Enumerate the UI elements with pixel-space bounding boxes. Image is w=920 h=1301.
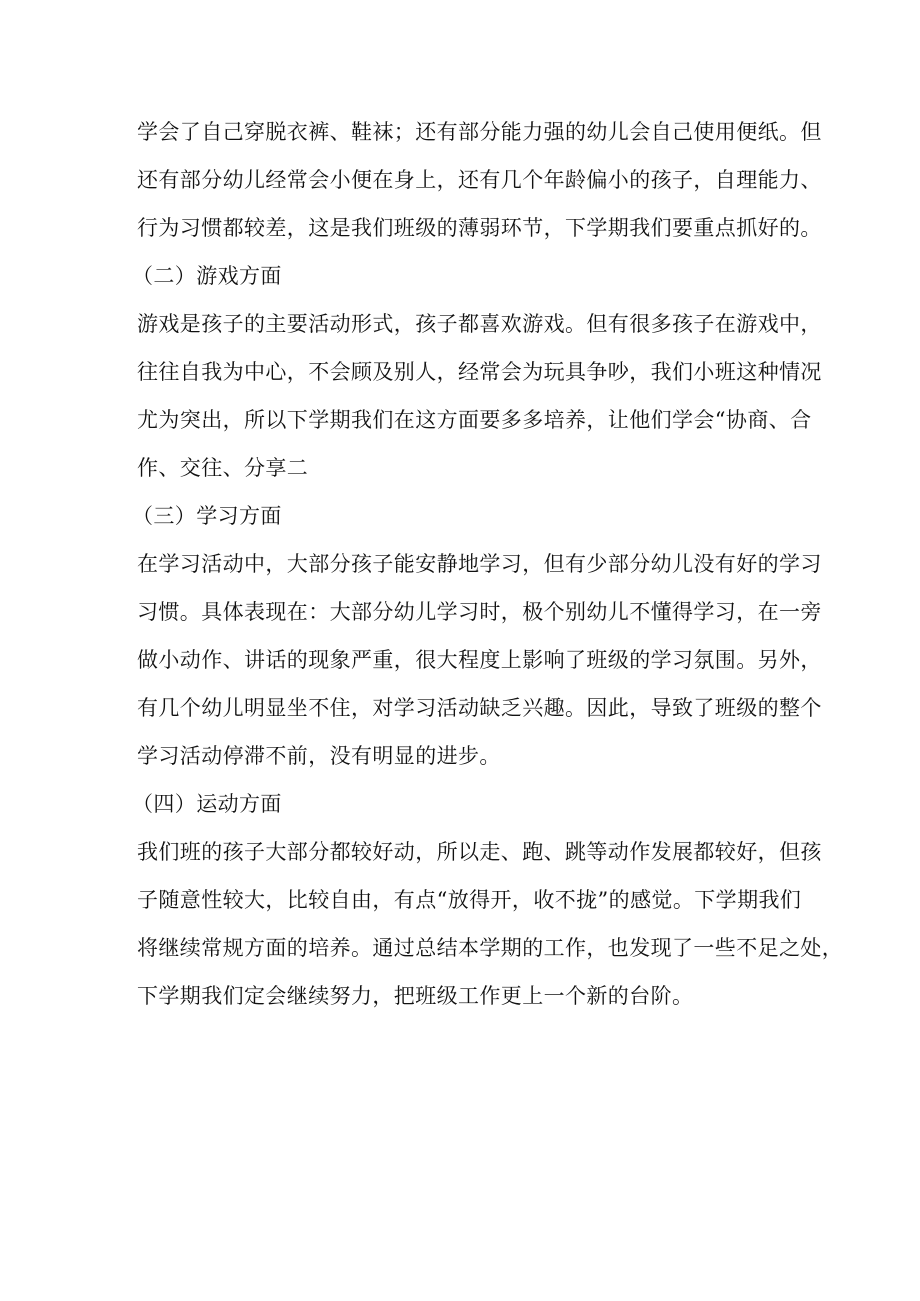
paragraph-line: 我们班的孩子大部分都较好动，所以走、跑、跳等动作发展都较好，但孩 bbox=[137, 840, 822, 864]
paragraph-line: 行为习惯都较差，这是我们班级的薄弱环节，下学期我们要重点抓好的。 bbox=[137, 216, 822, 240]
paragraph-line: 还有部分幼儿经常会小便在身上，还有几个年龄偏小的孩子，自理能力、 bbox=[137, 168, 822, 192]
section-heading-games: （二）游戏方面 bbox=[132, 264, 282, 288]
paragraph-line: 尤为突出，所以下学期我们在这方面要多多培养，让他们学会“协商、合 bbox=[137, 408, 812, 432]
paragraph-line: 做小动作、讲话的现象严重，很大程度上影响了班级的学习氛围。另外， bbox=[137, 648, 822, 672]
paragraph-line: 学习活动停滞不前，没有明显的进步。 bbox=[137, 744, 501, 768]
section-heading-learning: （三）学习方面 bbox=[132, 504, 282, 528]
paragraph-line: 作、交往、分享二 bbox=[137, 456, 309, 480]
section-heading-sports: （四）运动方面 bbox=[132, 792, 282, 816]
paragraph-line: 子随意性较大，比较自由，有点“放得开，收不拢”的感觉。下学期我们 bbox=[137, 888, 802, 912]
paragraph-line: 有几个幼儿明显坐不住，对学习活动缺乏兴趣。因此，导致了班级的整个 bbox=[137, 696, 822, 720]
paragraph-line: 往往自我为中心，不会顾及别人，经常会为玩具争吵，我们小班这种情况 bbox=[137, 360, 822, 384]
paragraph-line: 游戏是孩子的主要活动形式，孩子都喜欢游戏。但有很多孩子在游戏中， bbox=[137, 312, 822, 336]
document-body bbox=[132, 108, 844, 1020]
paragraph-line: 学会了自己穿脱衣裤、鞋袜；还有部分能力强的幼儿会自己使用便纸。但 bbox=[137, 120, 822, 144]
paragraph-line: 习惯。具体表现在：大部分幼儿学习时，极个别幼儿不懂得学习，在一旁 bbox=[137, 600, 822, 624]
paragraph-line: 下学期我们定会继续努力，把班级工作更上一个新的台阶。 bbox=[137, 984, 694, 1008]
paragraph-line: 将继续常规方面的培养。通过总结本学期的工作，也发现了一些不足之处， bbox=[137, 936, 844, 960]
paragraph-line: 在学习活动中，大部分孩子能安静地学习，但有少部分幼儿没有好的学习 bbox=[137, 552, 822, 576]
